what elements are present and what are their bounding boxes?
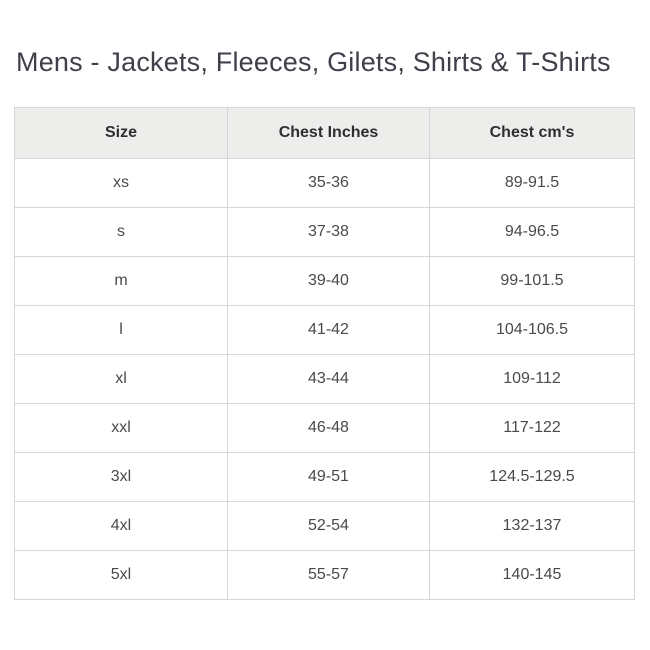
- size-cell: l: [15, 306, 228, 355]
- chest-inches-cell: 43-44: [228, 355, 430, 404]
- table-row: [15, 404, 635, 453]
- chest-cms-cell: 94-96.5: [430, 208, 635, 257]
- chest-cms-cell: 109-112: [430, 355, 635, 404]
- table-row: [15, 453, 635, 502]
- chest-inches-cell: 39-40: [228, 257, 430, 306]
- size-cell: 3xl: [15, 453, 228, 502]
- chest-cms-cell: 89-91.5: [430, 159, 635, 208]
- chest-cms-cell: 99-101.5: [430, 257, 635, 306]
- chest-cms-cell: 117-122: [430, 404, 635, 453]
- chest-cms-cell: 104-106.5: [430, 306, 635, 355]
- chest-inches-cell: 37-38: [228, 208, 430, 257]
- table-row: [15, 159, 635, 208]
- chest-cms-cell: 132-137: [430, 502, 635, 551]
- size-cell: s: [15, 208, 228, 257]
- table-header-row: [15, 108, 635, 159]
- header-size: Size: [15, 108, 228, 159]
- chest-inches-cell: 49-51: [228, 453, 430, 502]
- table-row: [15, 208, 635, 257]
- size-chart-table: [14, 107, 635, 600]
- size-cell: 5xl: [15, 551, 228, 600]
- chest-inches-cell: 46-48: [228, 404, 430, 453]
- header-chest-inches: Chest Inches: [228, 108, 430, 159]
- size-cell: xxl: [15, 404, 228, 453]
- header-chest-cms: Chest cm's: [430, 108, 635, 159]
- page-title: Mens - Jackets, Fleeces, Gilets, Shirts & T-Shirts: [16, 47, 611, 77]
- table-row: [15, 551, 635, 600]
- size-cell: xs: [15, 159, 228, 208]
- chest-inches-cell: 55-57: [228, 551, 430, 600]
- table-row: [15, 257, 635, 306]
- table-row: [15, 502, 635, 551]
- chest-inches-cell: 35-36: [228, 159, 430, 208]
- size-cell: 4xl: [15, 502, 228, 551]
- size-cell: m: [15, 257, 228, 306]
- chest-inches-cell: 41-42: [228, 306, 430, 355]
- size-cell: xl: [15, 355, 228, 404]
- table-row: [15, 355, 635, 404]
- chest-cms-cell: 124.5-129.5: [430, 453, 635, 502]
- table-row: [15, 306, 635, 355]
- chest-cms-cell: 140-145: [430, 551, 635, 600]
- chest-inches-cell: 52-54: [228, 502, 430, 551]
